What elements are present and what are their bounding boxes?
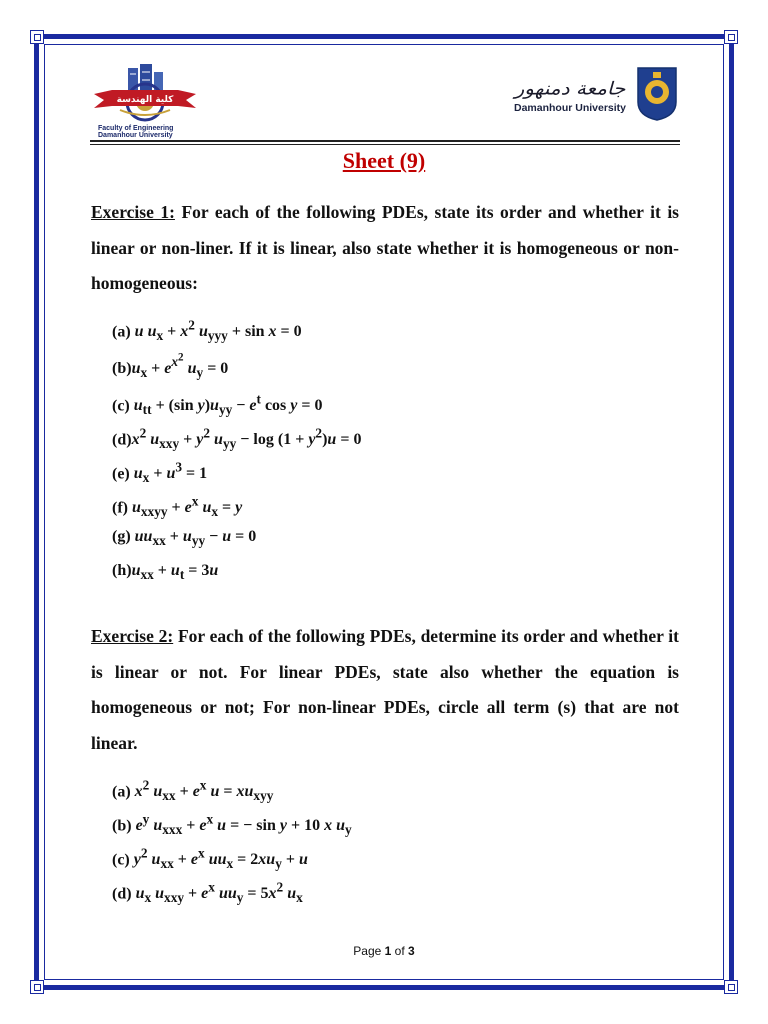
exercise-2-item-c: [112, 846, 308, 873]
item-label: (g): [112, 528, 135, 545]
exercise-1-item-b: [112, 352, 228, 381]
item-label: (b): [112, 359, 132, 377]
item-label: (c): [112, 851, 134, 869]
footer-current-page: 1: [384, 944, 392, 958]
faculty-logo-name: Faculty of Engineering: [98, 125, 174, 132]
item-label: (a): [112, 783, 135, 801]
exercise-2-item-a: [112, 778, 273, 805]
border-corner-top-right: [724, 30, 738, 44]
university-seal-icon: [636, 66, 678, 122]
item-label: (a): [112, 323, 135, 341]
item-label: (h): [112, 562, 132, 579]
sheet-title: Sheet (9): [342, 148, 426, 173]
equation: $u_{xx} + u_t = 3u$: [131, 562, 219, 583]
footer-page-word: Page: [353, 944, 385, 958]
exercise-1-item-e: [112, 460, 207, 487]
exercise-1-item-f: [112, 494, 242, 521]
exercise-2-text: For each of the following PDEs, determine its order and whether it is linear or not. For linear PDEs, state also whether the equation is homogeneous or not; For non-linear PDEs, circle all term (s) that are not linear.: [91, 626, 679, 753]
equation: u $u_x + x^2$ $u_{yyy} + \sin x = 0$: [134, 318, 302, 344]
exercise-1-prompt: [91, 195, 679, 302]
equation: $u_{tt} + (\sin$ $y)u_{yy} - e^t$ cos y = 0: [133, 392, 323, 418]
page-footer: [0, 944, 768, 958]
item-label: (b): [112, 817, 136, 835]
equation: $u_x + u^3 = 1$: [133, 460, 208, 486]
faculty-logo-arabic: كلية الهندسة: [116, 95, 174, 105]
item-label: (f): [112, 499, 132, 517]
footer-total-pages: 3: [408, 944, 415, 958]
exercise-1-heading: Exercise 1:: [91, 202, 175, 222]
border-corner-bottom-right: [724, 980, 738, 994]
faculty-logo: [90, 64, 200, 140]
exercise-2-heading: Exercise 2:: [91, 626, 174, 646]
footer-of-word: of: [391, 944, 409, 958]
university-logo-text: [510, 76, 630, 114]
exercise-1-item-d: [112, 426, 361, 453]
item-label: (c): [112, 397, 134, 415]
equation: $x^2$ $u_{xxy} + y^2$ $u_{yy} - \log (1 + y^2)u = 0$: [131, 426, 362, 452]
equation: $e^y$ $u_{xxx} + e^x$ u = − sin y + 10 x $u_y$: [135, 812, 352, 838]
border-corner-bottom-left: [30, 980, 44, 994]
border-corner-top-left: [30, 30, 44, 44]
university-arabic-name: جامعة دمنهور: [514, 77, 626, 99]
item-label: (d): [112, 431, 132, 449]
item-label: (d): [112, 885, 136, 903]
item-label: (e): [112, 465, 134, 483]
exercise-1-item-c: [112, 392, 323, 419]
exercise-1-item-a: [112, 318, 302, 345]
equation: $u_x$ $u_{xxy} + e^x$ $uu_y = 5x^2$ $u_x$: [135, 880, 303, 906]
equation: $y^2$ $u_{xx} + e^x$ $uu_x = 2xu_y + u$: [133, 846, 308, 872]
equation: $x^2$ $u_{xx} + e^x$ $u = xu_{xyy}$: [134, 778, 274, 804]
equation: $u_{xxyy} + e^x$ $u_x = y$: [131, 494, 243, 520]
exercise-2-prompt: [91, 619, 679, 761]
university-name: Damanhour University: [513, 102, 627, 114]
exercise-2-item-d: [112, 880, 303, 907]
exercise-2-item-b: [112, 812, 352, 839]
faculty-logo-university: Damanhour University: [98, 132, 173, 139]
header-rule: [90, 140, 680, 142]
equation: $u_x + e^{x^2}$ $u_y = 0$: [131, 352, 229, 380]
exercise-1-item-g: [112, 528, 256, 549]
header-rule-thin: [90, 144, 680, 145]
exercise-1-text: For each of the following PDEs, state its order and whether it is linear or non-liner. If it is linear, also state whether it is homogeneous or non-homogeneous:: [91, 202, 679, 293]
exercise-1-item-h: [112, 562, 218, 583]
equation: $uu_{xx} + u_{yy} - u = 0$: [134, 528, 257, 549]
